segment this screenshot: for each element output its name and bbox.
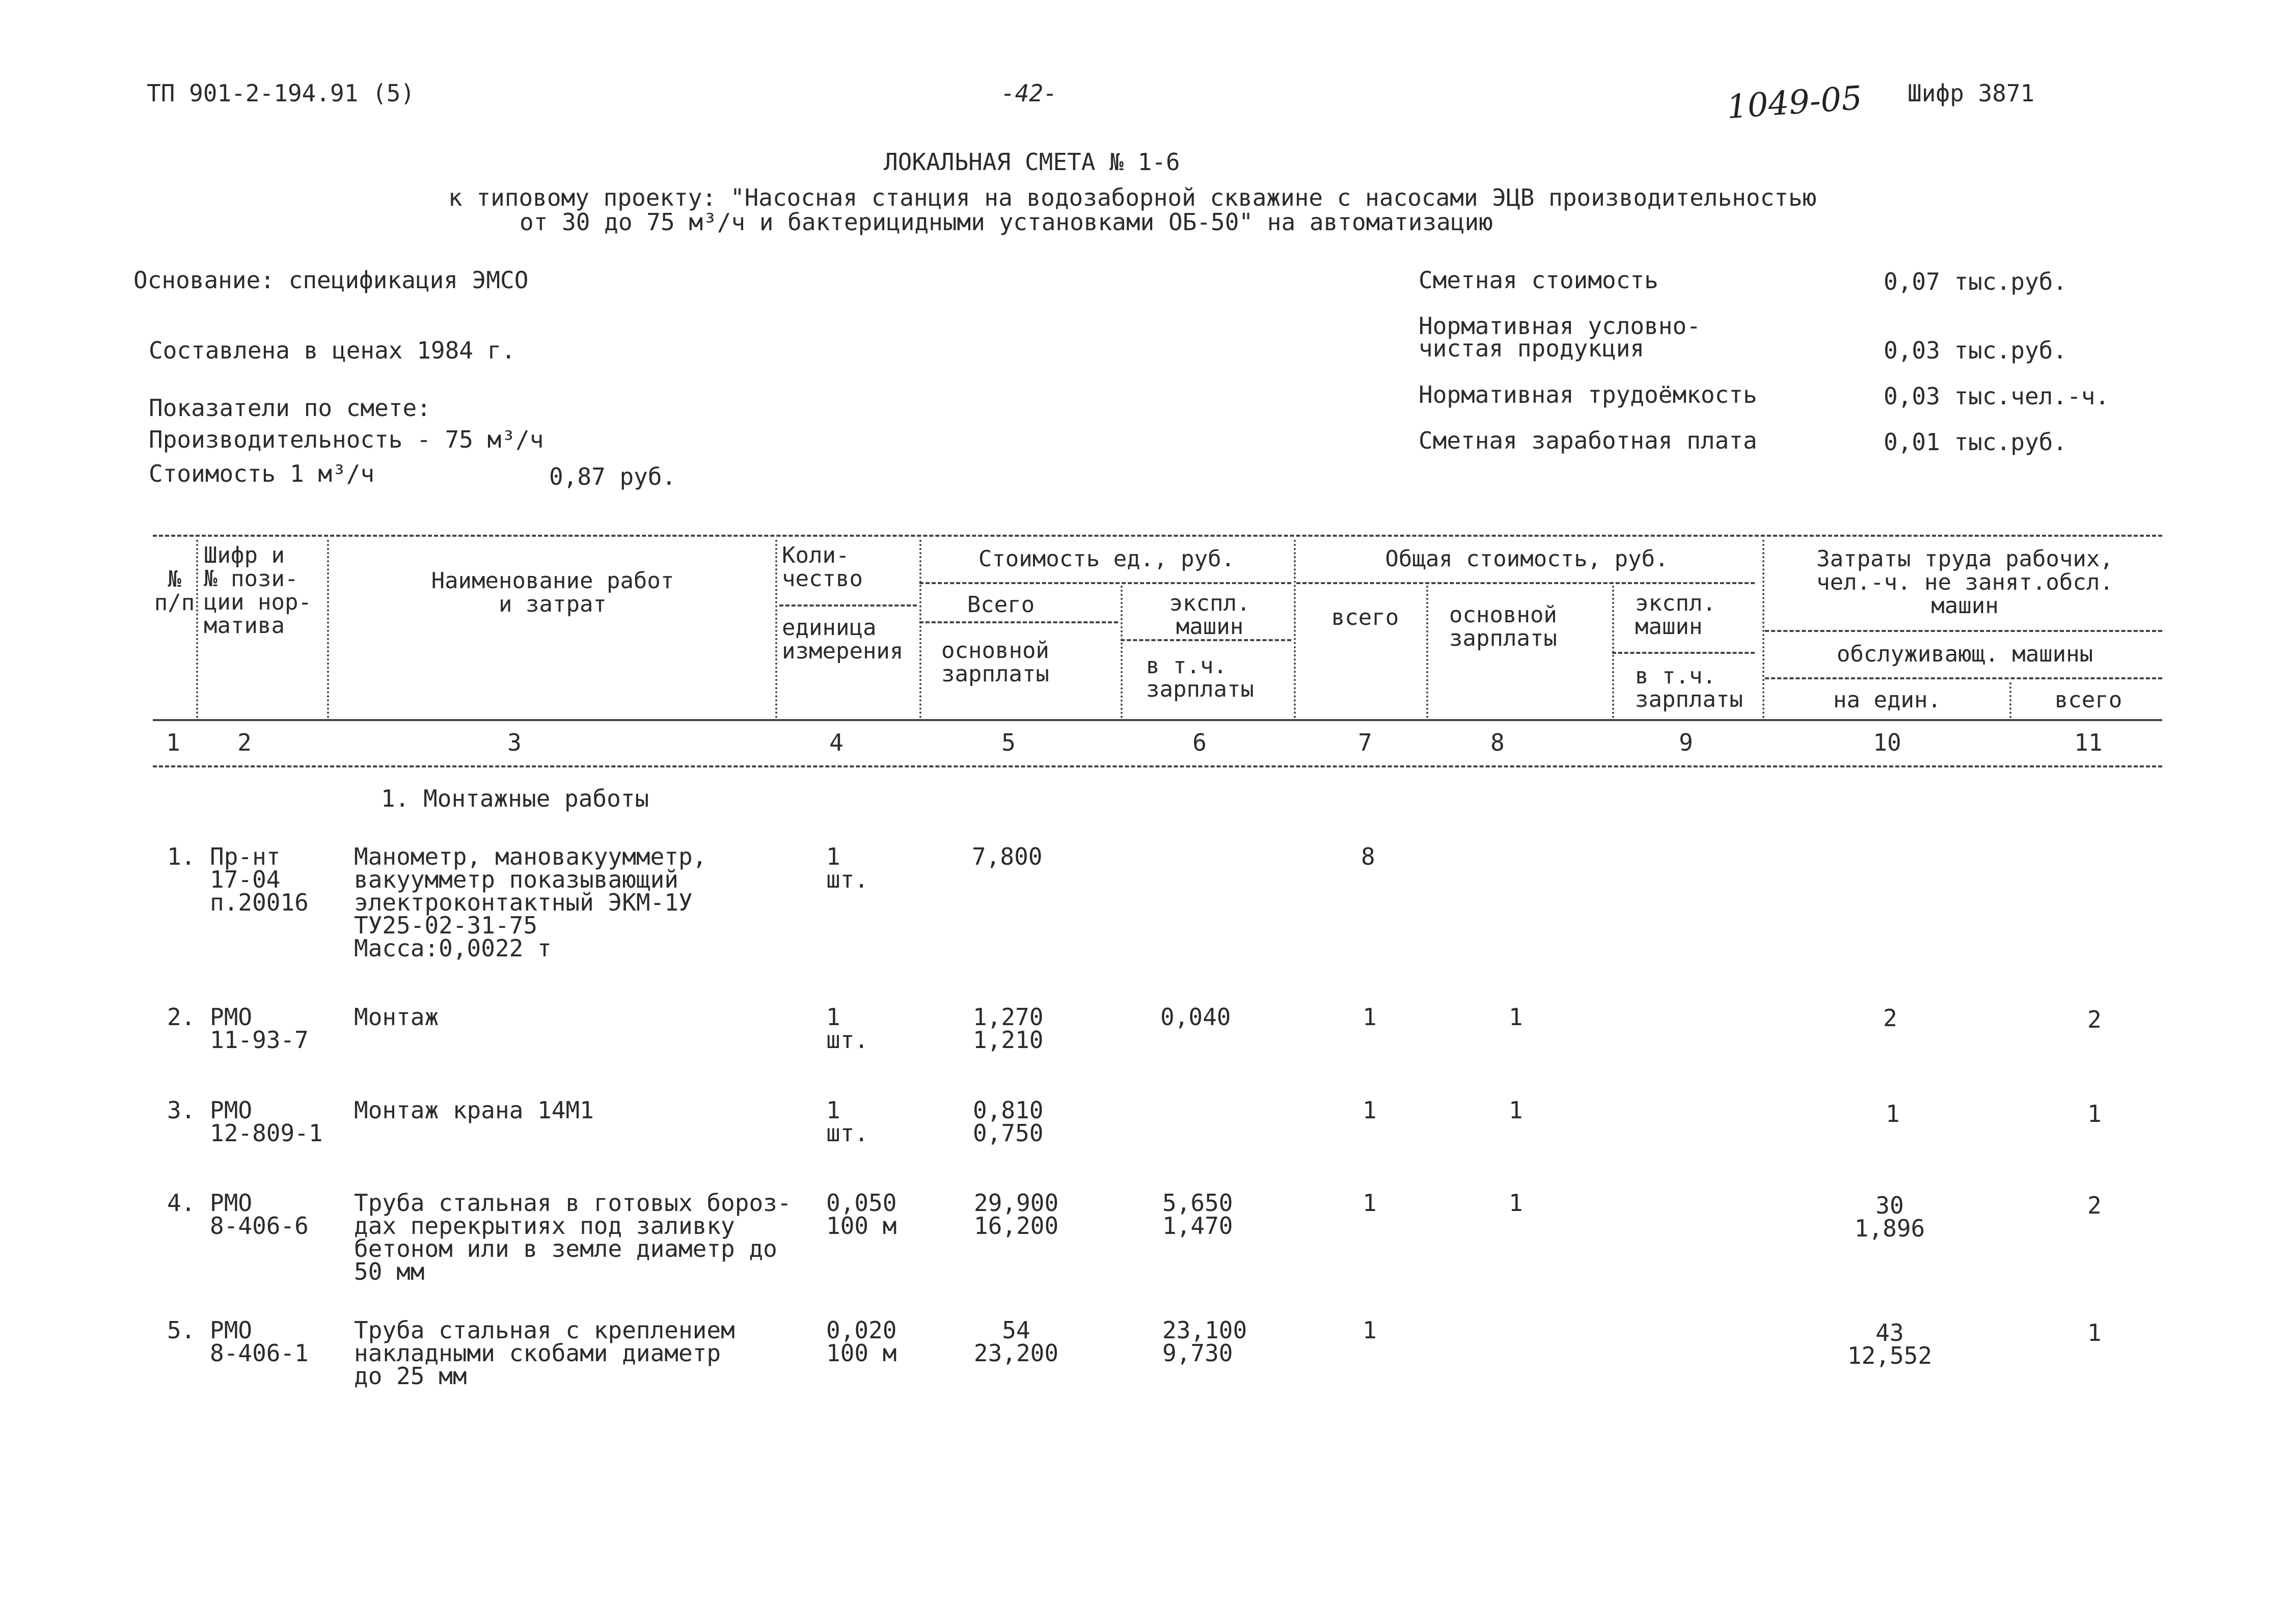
row-number: 4. <box>167 1189 196 1217</box>
col-sep-4 <box>919 540 921 718</box>
basis: Основание: спецификация ЭМСО <box>133 266 529 294</box>
norm-code: РМО 11-93-7 <box>210 1003 309 1054</box>
labor-total: 1 <box>2087 1100 2102 1127</box>
handwritten-number: 1049-05 <box>1725 79 1864 127</box>
col8-head: основной зарплаты <box>1449 602 1557 651</box>
work-name: Труба стальная в готовых бороз- дах перекрытиях под заливку бетоном или в земле диаметр до 50 мм <box>354 1189 792 1285</box>
page-number: -42- <box>1001 79 1057 107</box>
row-number: 2. <box>167 1003 196 1031</box>
colnum-6: 6 <box>1192 729 1207 756</box>
labor-per-unit: 2 <box>1883 1004 1897 1032</box>
colnum-1: 1 <box>166 729 180 756</box>
unit-machines: 23,100 9,730 <box>1162 1316 1247 1367</box>
col7-head: всего <box>1331 604 1399 630</box>
row-number: 1. <box>167 843 196 870</box>
colnum-4: 4 <box>829 729 843 756</box>
estimate-title: ЛОКАЛЬНАЯ СМЕТА № 1-6 <box>884 148 1180 176</box>
labor-per-unit: 30 1,896 <box>1854 1192 1925 1242</box>
col6-head-top: экспл. машин <box>1169 590 1250 640</box>
col-sep-10 <box>2009 682 2011 718</box>
total-wages: 1 <box>1509 1003 1523 1031</box>
work-name: Манометр, мановакуумметр, вакуумметр показывающий электроконтактный ЭКМ-1У ТУ25-02-31-75 Масса:0,0022 т <box>354 843 707 962</box>
col11-head: всего <box>2054 687 2122 713</box>
quantity: 1 шт. <box>826 843 869 893</box>
row-number: 3. <box>167 1096 196 1124</box>
col4-head-top: Коли- чество <box>782 542 863 592</box>
colnum-8: 8 <box>1490 729 1505 756</box>
colnum-11: 11 <box>2074 729 2103 756</box>
c5-divider-rule <box>919 621 1118 623</box>
norm-code: РМО 8-406-6 <box>210 1189 309 1240</box>
project-title-line2: от 30 до 75 м³/ч и бактерицидными установками ОБ-50" на автоматизацию <box>520 208 1493 236</box>
norm-code: РМО 12-809-1 <box>210 1096 323 1147</box>
project-title-line1: к типовому проекту: "Насосная станция на водозаборной скважине с насосами ЭЦВ производительностью <box>448 184 1817 211</box>
indicators-label: Показатели по смете: <box>149 394 431 422</box>
labor-per-unit: 1 <box>1886 1100 1900 1127</box>
unit-total: 1,270 1,210 <box>973 1003 1044 1054</box>
norm-code: Пр-нт 17-04 п.20016 <box>210 843 309 916</box>
col2-head: Шифр и № пози- ции нор- матива <box>204 542 312 639</box>
unit-cost-label: Стоимость 1 м³/ч <box>149 460 375 487</box>
total-all: 8 <box>1361 843 1375 870</box>
colnum-3: 3 <box>507 729 522 756</box>
col9-head-top: экспл. машин <box>1635 590 1716 640</box>
doc-code: ТП 901-2-194.91 (5) <box>147 79 415 107</box>
col3-head: Наименование работ и затрат <box>431 568 674 617</box>
net-product-value: 0,03 тыс.руб. <box>1884 337 2067 364</box>
quantity: 0,020 100 м <box>826 1316 897 1367</box>
col4-head-bottom: единица измерения <box>782 615 904 664</box>
work-name: Монтаж крана 14М1 <box>354 1096 594 1124</box>
estimated-cost-label: Сметная стоимость <box>1419 266 1658 294</box>
col-sep-9 <box>1762 540 1764 718</box>
labor-total: 2 <box>2087 1006 2102 1033</box>
col-sep-8 <box>1612 586 1614 718</box>
colnum-10: 10 <box>1873 729 1901 756</box>
unit-cost-rule <box>919 582 1291 584</box>
table-top-rule <box>153 535 2162 537</box>
col-sep-1 <box>196 540 198 718</box>
norm-code: РМО 8-406-1 <box>210 1316 309 1367</box>
col-sep-5 <box>1121 586 1123 718</box>
col1-head: № п/п <box>154 566 195 616</box>
unit-total: 54 23,200 <box>973 1316 1059 1367</box>
col10-head: на един. <box>1833 687 1941 713</box>
labor-intensity-value: 0,03 тыс.чел.-ч. <box>1884 382 2110 410</box>
total-all: 1 <box>1363 1003 1377 1031</box>
labor-sub-head: обслуживающ. машины <box>1836 641 2093 667</box>
unit-machines: 5,650 1,470 <box>1162 1189 1233 1240</box>
col-sep-6 <box>1294 540 1296 718</box>
labor-head: Затраты труда рабочих, чел.-ч. не занят.обсл. машин <box>1816 546 2113 619</box>
unit-total: 7,800 <box>972 843 1043 870</box>
unit-machines: 0,040 <box>1160 1003 1231 1031</box>
unit-total: 0,810 0,750 <box>973 1096 1044 1147</box>
colnum-bottom-rule <box>153 765 2162 767</box>
c9-divider-rule <box>1612 652 1755 654</box>
header-bottom-rule <box>153 719 2162 721</box>
total-wages: 1 <box>1509 1096 1523 1124</box>
unit-cost-value: 0,87 руб. <box>549 463 676 490</box>
col-sep-7 <box>1426 586 1428 718</box>
wages-label: Сметная заработная плата <box>1419 427 1757 454</box>
cipher: Шифр 3871 <box>1908 79 2035 107</box>
colnum-2: 2 <box>237 729 252 756</box>
total-all: 1 <box>1363 1096 1377 1124</box>
productivity: Производительность - 75 м³/ч <box>149 426 544 453</box>
work-name: Труба стальная с креплением накладными скобами диаметр до 25 мм <box>354 1316 735 1390</box>
wages-value: 0,01 тыс.руб. <box>1884 428 2067 456</box>
colnum-9: 9 <box>1679 729 1693 756</box>
colnum-5: 5 <box>1001 729 1016 756</box>
total-cost-rule <box>1296 582 1755 584</box>
col-sep-3 <box>775 540 777 718</box>
labor-sub-rule <box>1765 677 2162 679</box>
section-title: 1. Монтажные работы <box>381 785 649 812</box>
labor-rule <box>1765 630 2162 632</box>
estimated-cost-value: 0,07 тыс.руб. <box>1884 268 2067 295</box>
price-level: Составлена в ценах 1984 г. <box>149 337 516 364</box>
total-all: 1 <box>1363 1189 1377 1217</box>
quantity: 1 шт. <box>826 1003 869 1054</box>
row-number: 5. <box>167 1316 196 1344</box>
labor-total: 2 <box>2087 1192 2102 1219</box>
quantity: 0,050 100 м <box>826 1189 897 1240</box>
work-name: Монтаж <box>354 1003 439 1031</box>
colnum-7: 7 <box>1358 729 1372 756</box>
col-sep-2 <box>327 540 329 718</box>
unit-cost-head: Стоимость ед., руб. <box>978 546 1235 572</box>
labor-intensity-label: Нормативная трудоёмкость <box>1419 381 1757 408</box>
labor-total: 1 <box>2087 1319 2102 1346</box>
net-product-label: Нормативная условно- чистая продукция <box>1419 312 1701 362</box>
col9-head-bottom: в т.ч. зарплаты <box>1635 663 1743 712</box>
col6-head-bottom: в т.ч. зарплаты <box>1146 653 1254 702</box>
total-all: 1 <box>1363 1316 1377 1344</box>
col5-head-bottom: основной зарплаты <box>941 638 1049 687</box>
total-wages: 1 <box>1509 1189 1523 1217</box>
unit-total: 29,900 16,200 <box>974 1189 1059 1240</box>
qty-divider-rule <box>779 604 917 607</box>
quantity: 1 шт. <box>826 1096 869 1147</box>
labor-per-unit: 43 12,552 <box>1847 1319 1933 1369</box>
col5-head-top: Всего <box>967 592 1035 618</box>
total-cost-head: Общая стоимость, руб. <box>1385 546 1669 572</box>
